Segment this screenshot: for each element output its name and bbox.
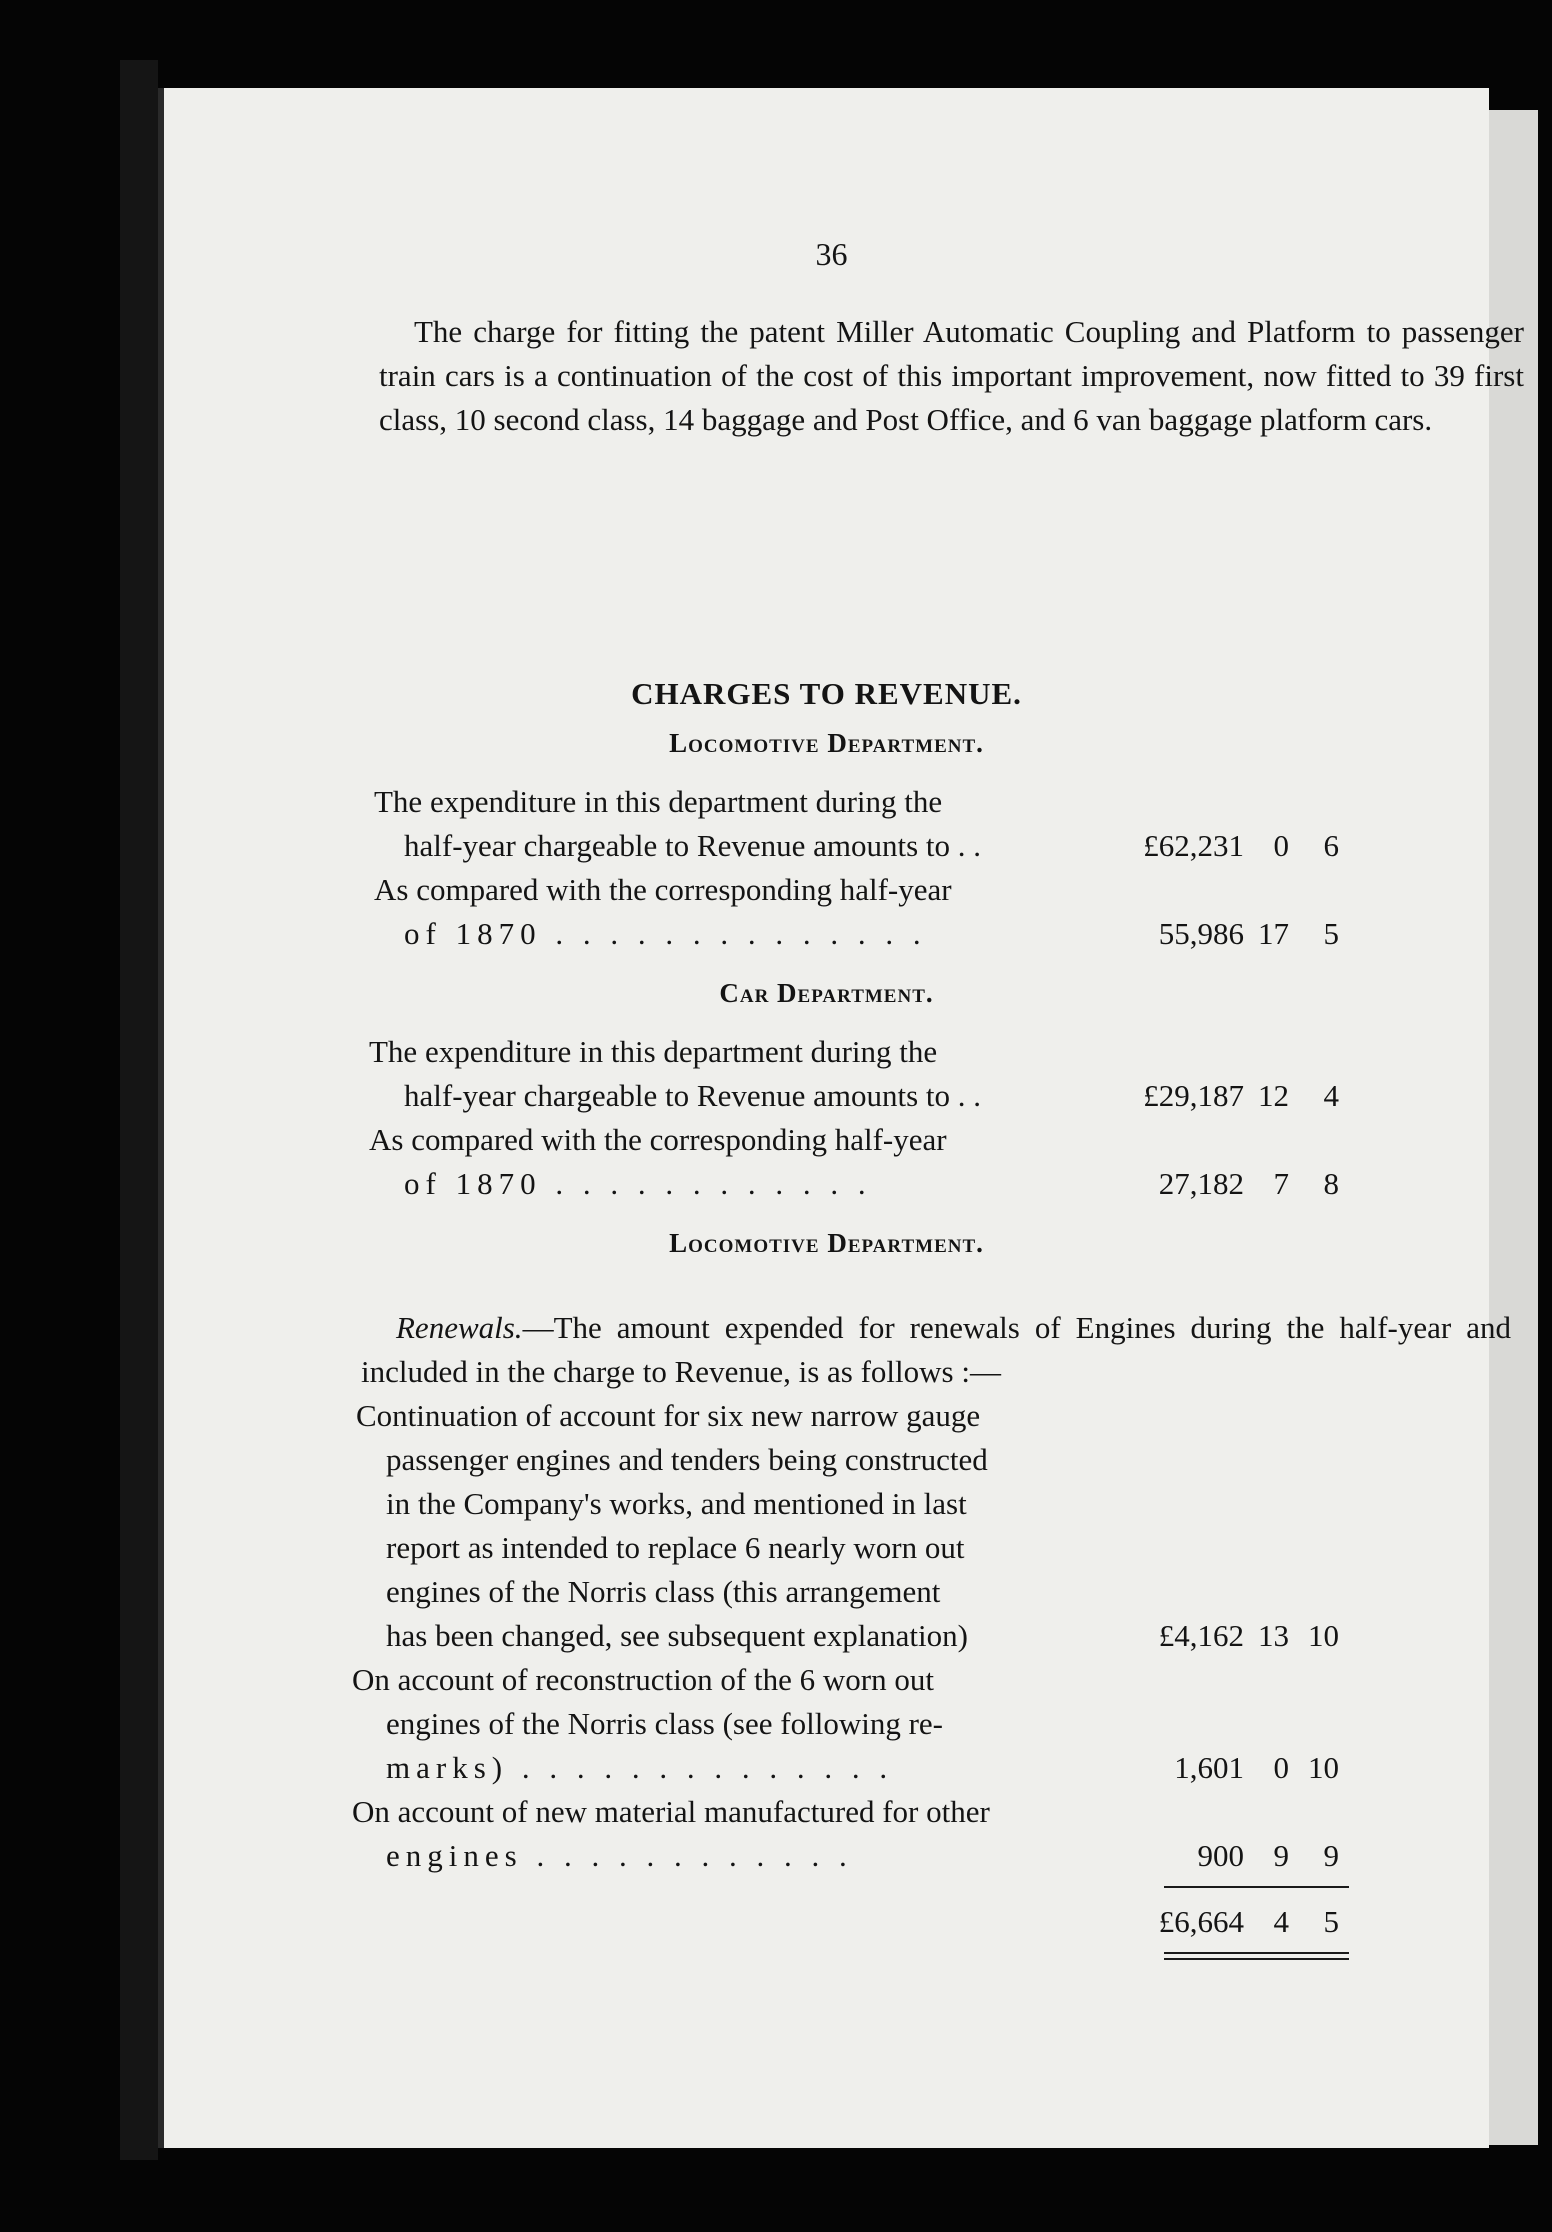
renewal-item-1-row: has been changed, see subsequent explanation) £4,162 13 10 (164, 1614, 1489, 1658)
loco-expenditure-pence: 6 (1323, 828, 1339, 863)
renewal-item-1-line1: Continuation of account for six new narrow gauge (356, 1398, 981, 1433)
renewal-item-1-line2: passenger engines and tenders being constructed (386, 1442, 988, 1477)
car-compared-pounds: 27,182 (1158, 1166, 1244, 1201)
total-double-rule-top (1164, 1952, 1349, 1954)
page-number: 36 (815, 236, 848, 272)
car-compared-row (164, 1162, 1489, 1206)
loco-expenditure-pounds: £62,231 (1143, 828, 1244, 863)
renewal-item-3-shillings: 9 (1273, 1838, 1289, 1873)
renewal-item-1-pounds: £4,162 (1158, 1618, 1244, 1653)
renewal-item-1-shillings: 13 (1258, 1618, 1289, 1653)
renewals-total-pounds: £6,664 (1158, 1904, 1244, 1939)
car-department-heading: Car Department. (719, 978, 934, 1008)
car-compared-label: of 1870 . . . . . . . . . . . . (404, 1166, 872, 1201)
loco-compared-pence: 5 (1323, 916, 1339, 951)
loco-compared-shillings: 17 (1258, 916, 1289, 951)
subtotal-rule (1164, 1886, 1349, 1888)
loco-compared-row (164, 912, 1489, 956)
renewals-department-heading: Locomotive Department. (669, 1228, 984, 1258)
renewal-item-2-row: marks) . . . . . . . . . . . . . . 1,601 0 10 (164, 1746, 1489, 1790)
renewals-total-row (164, 1900, 1489, 1944)
renewals-label: Renewals. (396, 1310, 523, 1345)
loco-compared-line1: As compared with the corresponding half-year (374, 872, 952, 907)
car-expenditure-pounds: £29,187 (1143, 1078, 1244, 1113)
loco-compared-label: of 1870 . . . . . . . . . . . . . . (404, 916, 927, 951)
renewal-item-2-pence: 10 (1308, 1750, 1339, 1785)
loco-expenditure-row (164, 824, 1489, 868)
car-compared-shillings: 7 (1273, 1166, 1289, 1201)
renewal-item-3-pounds: 900 (1197, 1838, 1244, 1873)
scan-border-left (120, 60, 158, 2160)
renewals-total-pence: 5 (1323, 1904, 1339, 1939)
renewal-item-2-shillings: 0 (1273, 1750, 1289, 1785)
renewals-intro-text: —The amount expended for renewals of Engines during the half-year and included in the charge to Revenue, is as follows :— (361, 1310, 1511, 1389)
loco-expenditure-label: half-year chargeable to Revenue amounts to . . (404, 828, 982, 863)
renewal-item-3-row: engines . . . . . . . . . . . . 900 9 9 (164, 1834, 1489, 1878)
renewal-item-1-line3: in the Company's works, and mentioned in last (386, 1486, 967, 1521)
loco-compared-pounds: 55,986 (1158, 916, 1244, 951)
car-expenditure-line1: The expenditure in this department during the (369, 1034, 938, 1069)
document-page (158, 88, 1524, 2148)
renewals-total-shillings: 4 (1273, 1904, 1289, 1939)
locomotive-department-heading: Locomotive Department. (669, 728, 984, 758)
renewal-item-1-pence: 10 (1308, 1618, 1339, 1653)
renewal-item-3-pence: 9 (1323, 1838, 1339, 1873)
renewals-intro (361, 1306, 1511, 1394)
loco-expenditure-line1: The expenditure in this department during the (374, 784, 943, 819)
renewal-item-2-pounds: 1,601 (1174, 1750, 1244, 1785)
renewal-item-1-line4: report as intended to replace 6 nearly worn out (386, 1530, 965, 1565)
renewal-item-1-line5: engines of the Norris class (this arrangement (386, 1574, 941, 1609)
car-expenditure-row (164, 1074, 1489, 1118)
total-double-rule-bottom (1164, 1958, 1349, 1960)
charges-heading: CHARGES TO REVENUE. (631, 676, 1022, 711)
car-compared-pence: 8 (1323, 1166, 1339, 1201)
loco-expenditure-shillings: 0 (1273, 828, 1289, 863)
renewal-item-2-line2: engines of the Norris class (see following re- (386, 1706, 943, 1741)
renewal-item-2-line1: On account of reconstruction of the 6 worn out (352, 1662, 934, 1697)
car-expenditure-shillings: 12 (1258, 1078, 1289, 1113)
car-expenditure-label: half-year chargeable to Revenue amounts to . . (404, 1078, 982, 1113)
car-compared-line1: As compared with the corresponding half-year (369, 1122, 947, 1157)
car-expenditure-pence: 4 (1323, 1078, 1339, 1113)
intro-paragraph: The charge for fitting the patent Miller Automatic Coupling and Platform to passenger train cars is a continuation of the cost of this important improvement, now fitted to 39 first class, 10 second class, 14 baggage and Post Office, and 6 van baggage platform cars. (379, 314, 1524, 437)
renewal-item-3-line1: On account of new material manufactured for other (352, 1794, 990, 1829)
